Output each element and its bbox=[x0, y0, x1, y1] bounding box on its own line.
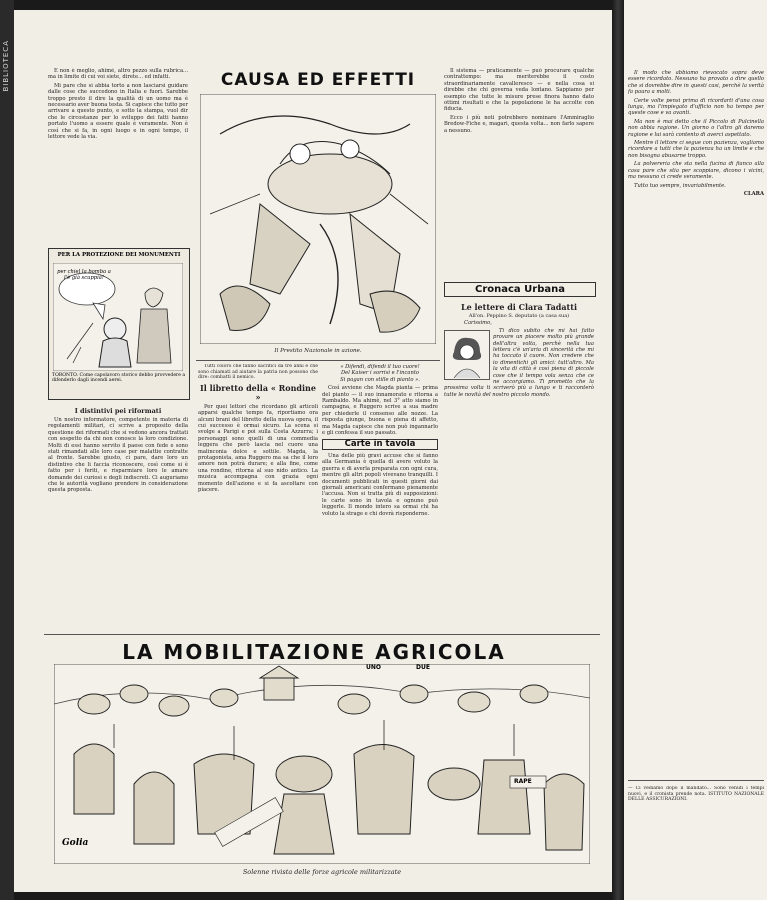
monuments-speech: per chiel la bomba a l'è già scuppià! bbox=[57, 269, 111, 281]
right-rule bbox=[628, 780, 764, 781]
right-closing: Tutto tuo sempre, invariabilmente. bbox=[634, 182, 726, 189]
column-4-bottom bbox=[444, 300, 594, 630]
column-1-bottom bbox=[48, 404, 188, 630]
right-body-3: Ma non è mai detto che il Piccolo di Pulcinella non abbia ragione. Un giorno o l'altro gli daremo ragione e lui sarà contento di averci aspettato. bbox=[628, 118, 764, 138]
col4-body-2: Ecco i più noti potrebbero nominare l'Ammiraglio Bredow-Fiche e, magari, questa volta... non farlo sapere a nessuno. bbox=[444, 114, 594, 134]
label-due: DUE bbox=[416, 664, 430, 671]
mobilitazione-title: LA MOBILITAZIONE AGRICOLA bbox=[122, 640, 506, 664]
divider bbox=[196, 360, 440, 361]
col1-body: Mi pare che si abbia torto a non lasciarsi guidare dalle cose che succedono in Italia e fuori. Sarebbe troppo presto il dire la qualità di un uomo ma è necessario aver buona testa. Si capisce che tutto per arrivare a questo punto, e sotto la stampa, vuol dir che le circostanze per lo sviluppo dei fatti hanno portato l'uomo a essere quale è veramente. Non è così che si fa, in ogni luogo e in ogni tempo, il lettore vede la via. bbox=[48, 82, 188, 141]
monuments-caption: TORONTO. Come capolavoro storico debbo provvedere a difenderlo dagli incendi aerei. bbox=[52, 373, 186, 384]
newspaper-page-right bbox=[624, 0, 767, 900]
monuments-box bbox=[48, 248, 190, 400]
right-body-4: Mentre il lettore ci segue con pazienza, vogliamo ricordare a tutti che la pazienza ha un limite e che non bisogna abusarne troppo. bbox=[628, 140, 764, 159]
clara-portrait bbox=[444, 330, 490, 380]
mobilitazione-caption: Solenne rivista delle forze agricole militarizzate bbox=[242, 868, 402, 876]
right-signature: CLARA bbox=[743, 190, 764, 197]
riformati-title: I distintivi pei riformati bbox=[74, 407, 162, 415]
right-footer: — Ci vediamo dopo il mandato... Sono venuti i tempi nuovi, e il cronista prende nota. ISTITUTO NAZIONALE DELLE ASSICURAZIONI. bbox=[628, 786, 764, 803]
rondine-body: Per quei lettori che ricordano gli articoli apparsi qualche tempo fa, riportiamo ora alcuni brani del libretto della nuova opera, il cui successo è ormai sicuro. La scena si svolge a Parigi e poi sulla Costa Azzurra; i personaggi sono quelli di una commedia leggera che però lascia nel cuore una malinconia dolce e sottile. Magda, la protagonista, ama Ruggero ma sa che il loro amore non potrà durare; e alla fine, come una rondine, ritorna al suo nido antico. La musica accompagna con grazia ogni momento dell'azione e si fa ascoltare con piacere. bbox=[198, 403, 318, 494]
right-section-note: La polvereria che sta nella fucina di fianco alla casa pare che stia per scoppiare, dicono i vicini, ma nessuno ci crede veramente. bbox=[628, 161, 764, 181]
right-body-2: Certe volte pensi prima di ricordarti d'una cosa lunga, ma l'impiegato d'ufficio non ha tempo per queste cose e va avanti. bbox=[628, 97, 764, 117]
verse-3: Si pagan con stille di pianto ». bbox=[340, 376, 420, 383]
cronaca-title: Cronaca Urbana bbox=[444, 282, 596, 297]
riformati-body: Un nostro informatore, competente in materia di regolamenti militari, ci scrive a proposito della questione dei riformati che si vedono ancora trattati con sospetto da chi non conosce la loro condizione. Molti di essi hanno servito il paese con fede e sono stati rimandati alle loro case per malattie contratte al fronte. Sarebbe giusto, ci pare, dare loro un distintivo che li faccia riconoscere, così come si è fatto per i feriti, e risparmiare loro le amare domande dei curiosi e degli indiscreti. Ci auguriamo che le autorità vogliano prendere in considerazione questa proposta. bbox=[48, 417, 188, 494]
lettere-salutation: Carissimo, bbox=[464, 320, 492, 327]
column-2 bbox=[198, 364, 318, 630]
causa-caption: Il Prestito Nazionale in azione. bbox=[274, 348, 362, 354]
monuments-box-title: PER LA PROTEZIONE DEI MONUMENTI bbox=[57, 252, 181, 258]
newspaper-page-left bbox=[14, 10, 612, 892]
artist-signature: Golia bbox=[62, 838, 89, 848]
col3-body-2: Una delle più gravi accuse che si fanno alla Germania è quella di avere voluto la guerra e di averla preparata con ogni cura, mentre gli altri popoli vivevano tranquilli. I documenti pubblicati in questi giorni dai giornali americani confermano pienamente l'accusa. Non si tratta più di supposizioni: le carte sono in tavola e ognuno può leggerle. Il mondo intero sa ormai chi ha voluto la strage e chi dovrà risponderne. bbox=[322, 452, 438, 517]
col2-intro: Tutti coloro che fanno sacrifici da tre anni e che sono chiamati ad aiutare la patria non possono che dire: combatti il nemico. bbox=[198, 364, 318, 381]
spine-label: BIBLIOTECA bbox=[2, 40, 10, 92]
column-1-top bbox=[48, 68, 188, 248]
lettere-title: Le lettere di Clara Tadatti bbox=[461, 302, 577, 312]
col3-body-1: Così avviene che Magda pianta — prima del pianto — il suo innamorato e ritorna a Rambaldo. Ma ahimè, nel 3° atto siamo in campagna, e Ruggero scrive a sua madre per chiederle il consenso alle nozze. La risposta giunge, buona e piena di affetto, ma Magda capisce che non può ingannarlo e gli confessa il suo passato. bbox=[322, 385, 438, 437]
section-rule bbox=[44, 634, 600, 635]
column-4-top bbox=[444, 68, 594, 278]
right-column bbox=[628, 70, 764, 680]
causa-cartoon bbox=[200, 94, 436, 344]
lettere-addressee: All'on. Peppino S. deputato (a casa sua) bbox=[468, 313, 570, 319]
col4-body-1: Il sistema — praticamente — può procurare qualche contrattempo: ma meriterebbe il costo straordinariamente cavalleresco — e nella cosa si direbbe che chi governa veda lontano. Sappiamo per esempio che tutte le misure prese finora hanno dato ottimi risultati e che la popolazione le ha accolte con fiducia. bbox=[444, 68, 594, 113]
carte-title: Carte in tavola bbox=[322, 439, 438, 449]
column-3 bbox=[322, 364, 438, 630]
causa-title: CAUSA ED EFFETTI bbox=[220, 70, 416, 90]
right-body-1: Il modo che abbiamo rievocato sopra deve essere ricordato. Nessuno ha provato a dire quello che si dovrebbe dire in questi casi, perchè la verità fa paura a molti. bbox=[628, 70, 764, 96]
lettere-body: Ti dico subito che mi hai fatto provare un piacere molto più grande dell'altra volta, perchè nella tua lettera c'è un'aria di sincerità che mi ha toccato il cuore. Non credere che io dimentichi gli amici: tutt'altro. Ma la vita di città è così piena di piccole cose che il tempo vola senza che ce ne accorgiamo. Ti prometto che la prossima volta ti scriverò più a lungo e ti racconterò tutte le novità del nostro piccolo mondo. bbox=[444, 327, 594, 398]
book-binding bbox=[0, 0, 14, 900]
verse-2: Del Kaiser i sorrisi e l'incanto bbox=[340, 370, 420, 377]
verse-1: « Difendi, difendi il tuo cuore! bbox=[340, 364, 420, 370]
label-rape: RAPE bbox=[514, 778, 532, 785]
rondine-title: Il libretto della « Rondine » bbox=[200, 382, 316, 402]
mobilitazione-cartoon bbox=[54, 664, 590, 864]
page-gutter bbox=[612, 0, 624, 900]
col1-intro: E non è meglio, ahimè, altro pezzo sulla rubrica... ma in limite di cui voi siete, direte... ed infatti. bbox=[48, 68, 188, 81]
label-uno: UNO bbox=[366, 664, 381, 671]
